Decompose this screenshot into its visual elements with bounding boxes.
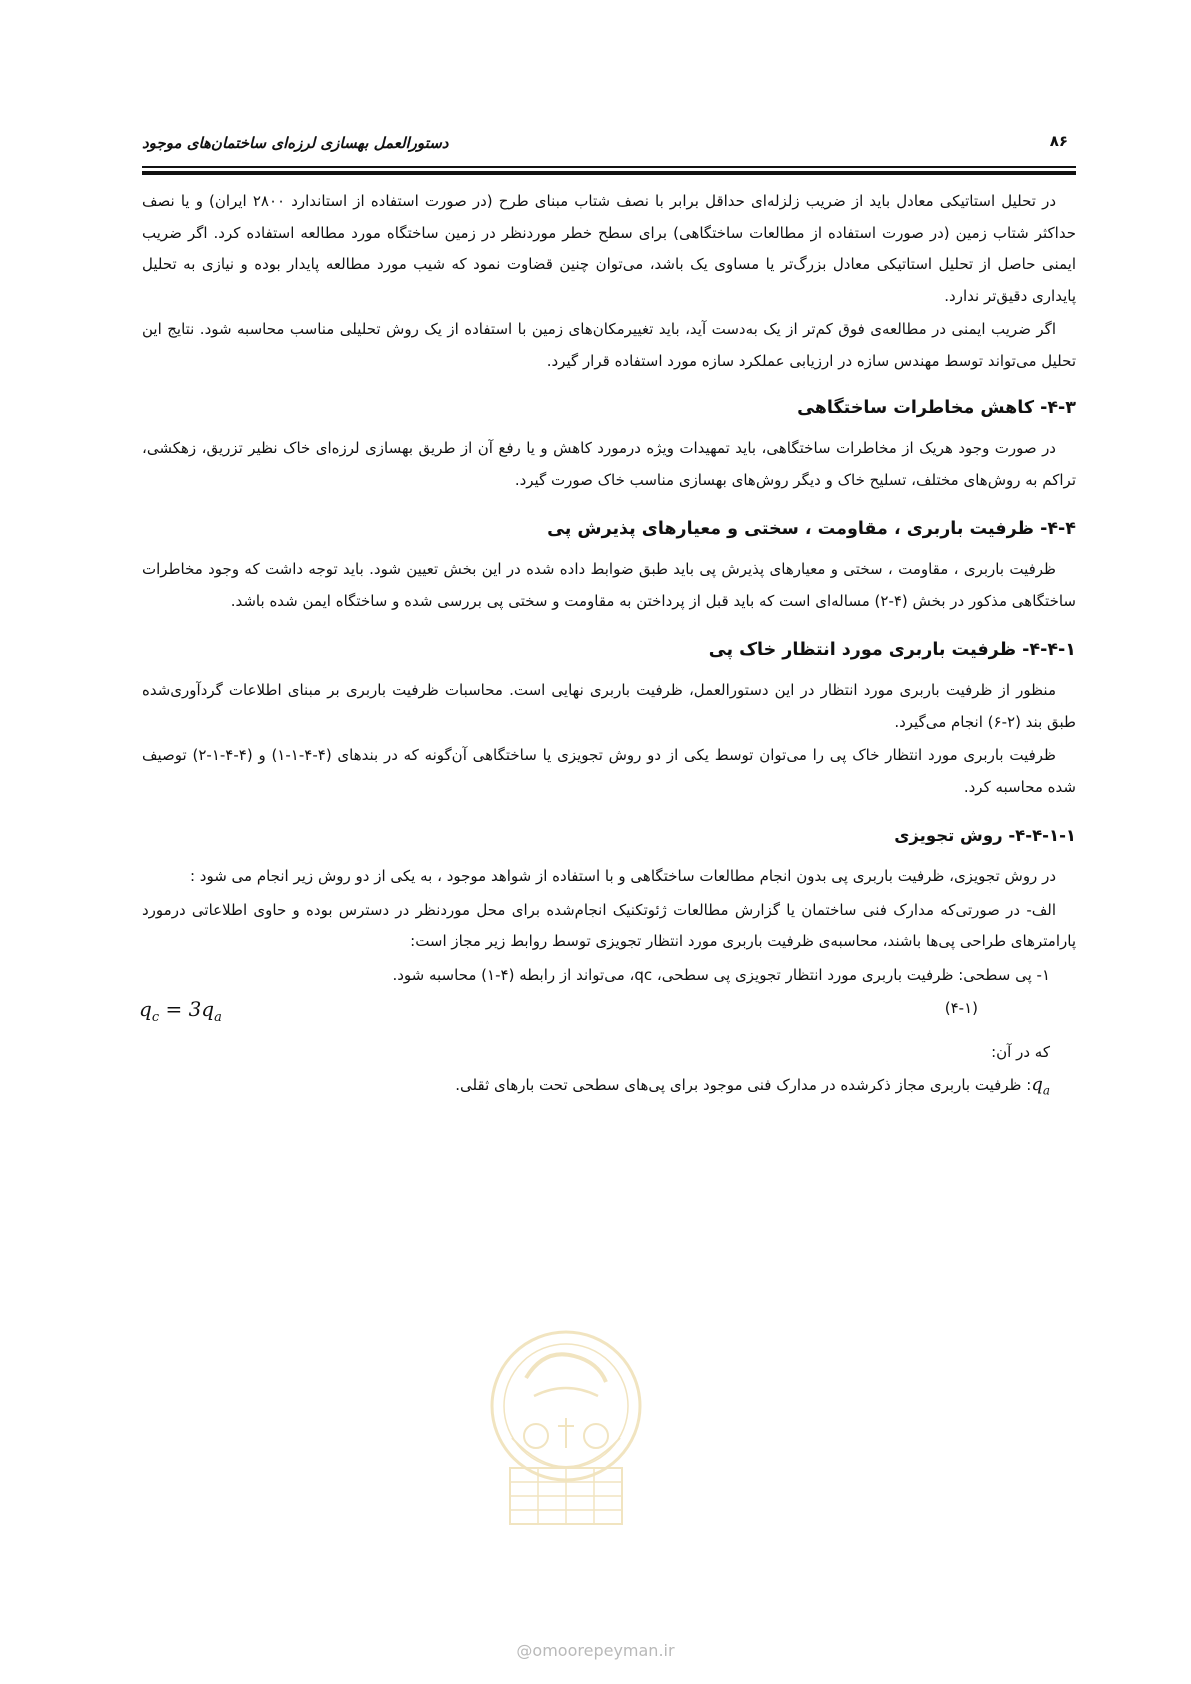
list-item-shallow-foundation: ۱- پی سطحی: ظرفیت باربری مورد انتظار تجویزی پی سطحی، qc، می‌تواند از رابطه (۴-۱) محاسبه شود. <box>392 965 1050 984</box>
paragraph-acceptance-criteria: ظرفیت باربری ، مقاومت ، سختی و معیارهای پذیرش پی باید طبق ضوابط داده شده در این بخش تعیین شود. باید توجه داشت که وجود مخاطرات ساختگاهی مذکور در بخش (۴-۲) مساله‌ای است که باید قبل از پرداختن به مقاومت و سختی پی بررسی شده و ساختگاه ایمن شده باشد. <box>142 560 1076 610</box>
header-rule-thin <box>142 166 1076 168</box>
publisher-watermark-logo <box>474 1318 658 1536</box>
running-title: دستورالعمل بهسازی لرزه‌ای ساختمان‌های موجود <box>142 134 449 152</box>
equation-formula: $q_c = 3q_a$ <box>139 997 222 1025</box>
paragraph-site-hazard-mitigation: در صورت وجود هریک از مخاطرات ساختگاهی، باید تمهیدات ویژه درمورد کاهش و یا رفع آن از طریق بهسازی لرزه‌ای خاک نظیر تزریق، زهکشی، تراکم به روش‌های مختلف، تسلیح خاک و دیگر روش‌های بهسازی مناسب خاک صورت گیرد. <box>142 439 1076 489</box>
equation-4-1 <box>139 993 1076 1033</box>
publisher-website: @omoorepeyman.ir <box>516 1641 675 1660</box>
page-header <box>142 126 1076 176</box>
equation-number: (۴-۱) <box>944 999 978 1017</box>
paragraph-two-methods: ظرفیت باربری مورد انتظار خاک پی را می‌توان توسط یکی از دو روش تجویزی یا ساختگاهی آن‌گونه که در بندهای (۴-۴-۱-۱) و (۴-۴-۱-۲) توصیف شده محاسبه کرد. <box>142 746 1076 796</box>
definition-text: : ظرفیت باربری مجاز ذکرشده در مدارک فنی موجود برای پی‌های سطحی تحت بارهای ثقلی. <box>455 1075 1032 1094</box>
paragraph-static-analysis: در تحلیل استاتیکی معادل باید از ضریب زلزله‌ای حداقل برابر با نصف شتاب مبنای طرح (در صورت استفاده از استاندارد ۲۸۰۰ ایران) و یا نصف حداکثر شتاب زمین (در صورت استفاده از مطالعات ساختگاهی) برای سطح خطر موردنظر در زمین ساختگاه مورد مطالعه استفاده کرد. اگر ضریب ایمنی حاصل از تحلیل استاتیکی معادل بزرگ‌تر یا مساوی یک باشد، می‌توان چنین قضاوت نمود که شیب مورد مطالعه پایدار بوده و نیازی به تحلیل پایداری دقیق‌تر ندارد. <box>142 192 1076 305</box>
paragraph-item-alef: الف- در صورتی‌که مدارک فنی ساختمان یا گزارش مطالعات ژئوتکنیک انجام‌شده برای محل موردنظر در دسترس بوده و حاوی اطلاعاتی درمورد پارامترهای طراحی پی‌ها باشند، محاسبه‌ی ظرفیت باربری مورد انتظار تجویزی توسط روابط زیر مجاز است: <box>142 900 1076 950</box>
page-number: ۸۶ <box>1049 132 1068 150</box>
paragraph-prescriptive-method: در روش تجویزی، ظرفیت باربری پی بدون انجام مطالعات ساختگاهی و با استفاده از شواهد موجود ، به یکی از دو روش زیر انجام می شود : <box>189 867 1056 885</box>
section-heading-4-4: ۴-۴- ظرفیت باربری ، مقاومت ، سختی و معیارهای پذیرش پی <box>547 519 1076 539</box>
section-heading-4-4-1: ۴-۴-۱- ظرفیت باربری مورد انتظار خاک پی <box>708 640 1076 660</box>
paragraph-safety-factor: اگر ضریب ایمنی در مطالعه‌ی فوق کم‌تر از یک به‌دست آید، باید تغییرمکان‌های زمین با استفاده از یک روش تحلیلی مناسب محاسبه شود. نتایج این تحلیل می‌تواند توسط مهندس سازه در ارزیابی عملکرد سازه مورد استفاده قرار گیرد. <box>142 320 1076 370</box>
definition-qa <box>142 1069 1076 1107</box>
header-rule-thick <box>142 171 1076 175</box>
section-heading-4-3: ۴-۳- کاهش مخاطرات ساختگاهی <box>797 398 1076 418</box>
paragraph-expected-capacity: منظور از ظرفیت باربری مورد انتظار در این دستورالعمل، ظرفیت باربری نهایی است. محاسبات ظرفیت باربری بر مبنای اطلاعات گردآوری‌شده طبق بند (۲-۶) انجام می‌گیرد. <box>142 681 1076 731</box>
page-body <box>139 186 1076 1107</box>
where-label: که در آن: <box>991 1043 1050 1061</box>
definition-symbol: $q_a$ <box>1031 1073 1050 1098</box>
section-heading-4-4-1-1: ۴-۴-۱-۱- روش تجویزی <box>894 826 1076 845</box>
